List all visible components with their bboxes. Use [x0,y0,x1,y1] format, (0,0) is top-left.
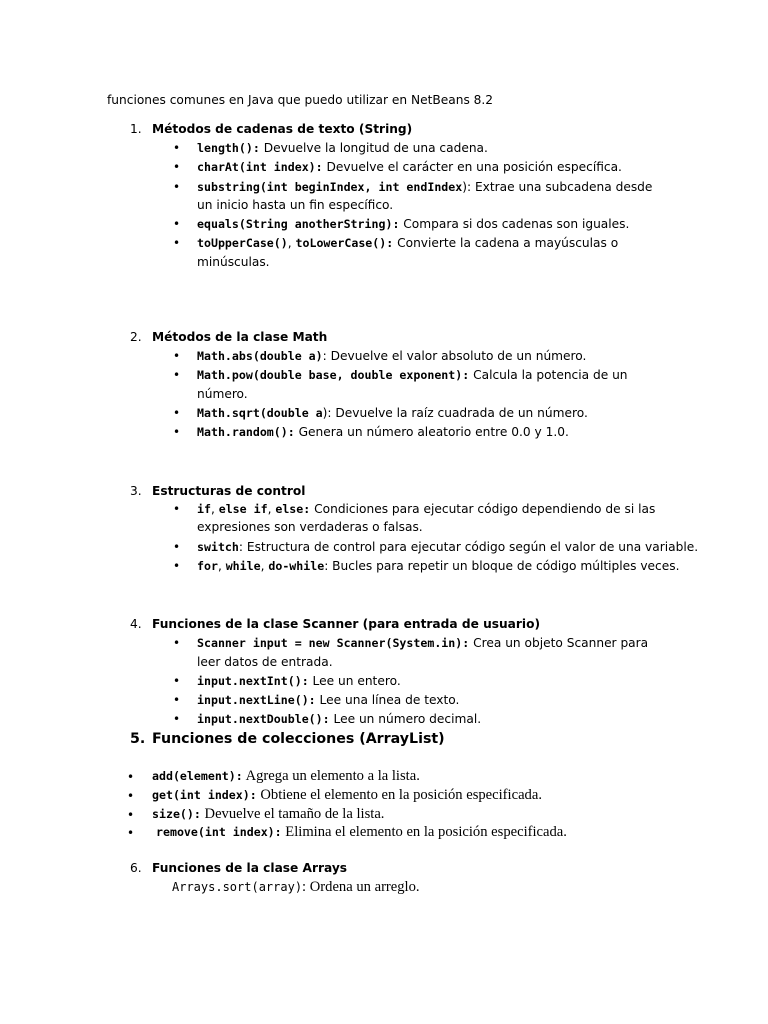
list-item-continuation: leer datos de entrada. [197,655,333,669]
section-1-title: Métodos de cadenas de texto (String) [152,122,413,136]
bullet-icon: • [127,826,135,840]
list-item: size(): Devuelve el tamaño de la lista. [152,806,385,822]
list-item: remove(int index): Elimina el elemento en la posición especificada. [156,824,567,840]
list-item: charAt(int index): Devuelve el carácter en una posición específica. [197,160,622,174]
list-item-continuation: expresiones son verdaderas o falsas. [197,520,423,534]
section-3-number: 3. [130,484,142,498]
list-item: substring(int beginIndex, int endIndex): Extrae una subcadena desde [197,180,653,194]
section-3-title: Estructuras de control [152,484,306,498]
section-6-number: 6. [130,861,142,875]
section-6-title: Funciones de la clase Arrays [152,861,348,875]
list-item-continuation: número. [197,387,248,401]
bullet-icon: • [127,789,135,803]
list-item: equals(String anotherString): Compara si dos cadenas son iguales. [197,217,630,231]
list-item: length(): Devuelve la longitud de una cadena. [197,141,488,155]
list-item: Math.random(): Genera un número aleatorio entre 0.0 y 1.0. [197,425,569,439]
bullet-icon: • [173,559,181,573]
list-item: if, else if, else: Condiciones para ejecutar código dependiendo de si las [197,502,656,516]
list-item: input.nextDouble(): Lee un número decimal. [197,712,482,726]
section-4-title: Funciones de la clase Scanner (para entrada de usuario) [152,617,541,631]
list-item: Scanner input = new Scanner(System.in): Crea un objeto Scanner para [197,636,649,650]
bullet-icon: • [127,770,135,784]
arrays-sort-line: Arrays.sort(array): Ordena un arreglo. [172,879,420,895]
bullet-icon: • [173,368,181,382]
section-5-title: Funciones de colecciones (ArrayList) [152,731,445,747]
section-2-title: Métodos de la clase Math [152,330,328,344]
section-2-number: 2. [130,330,142,344]
bullet-icon: • [173,141,181,155]
list-item-continuation: minúsculas. [197,255,270,269]
bullet-icon: • [173,674,181,688]
list-item: Math.pow(double base, double exponent): Calcula la potencia de un [197,368,628,382]
section-5-number: 5. [130,731,146,747]
bullet-icon: • [173,406,181,420]
bullet-icon: • [173,636,181,650]
list-item: input.nextLine(): Lee una línea de texto. [197,693,460,707]
bullet-icon: • [173,160,181,174]
list-item: toUpperCase(), toLowerCase(): Convierte la cadena a mayúsculas o [197,236,619,250]
list-item: input.nextInt(): Lee un entero. [197,674,401,688]
list-item: get(int index): Obtiene el elemento en la posición especificada. [152,787,542,803]
bullet-icon: • [173,540,181,554]
intro-text: funciones comunes en Java que puedo utilizar en NetBeans 8.2 [107,93,494,107]
bullet-icon: • [127,808,135,822]
section-4-number: 4. [130,617,142,631]
list-item: Math.abs(double a): Devuelve el valor absoluto de un número. [197,349,587,363]
bullet-icon: • [173,217,181,231]
bullet-icon: • [173,349,181,363]
bullet-icon: • [173,712,181,726]
bullet-icon: • [173,502,181,516]
list-item: switch: Estructura de control para ejecutar código según el valor de una variable. [197,540,699,554]
bullet-icon: • [173,180,181,194]
bullet-icon: • [173,425,181,439]
list-item: Math.sqrt(double a): Devuelve la raíz cuadrada de un número. [197,406,588,420]
section-1-number: 1. [130,122,142,136]
bullet-icon: • [173,236,181,250]
list-item: for, while, do-while: Bucles para repetir un bloque de código múltiples veces. [197,559,680,573]
list-item: add(element): Agrega un elemento a la lista. [152,768,420,784]
list-item-continuation: un inicio hasta un fin específico. [197,198,394,212]
bullet-icon: • [173,693,181,707]
